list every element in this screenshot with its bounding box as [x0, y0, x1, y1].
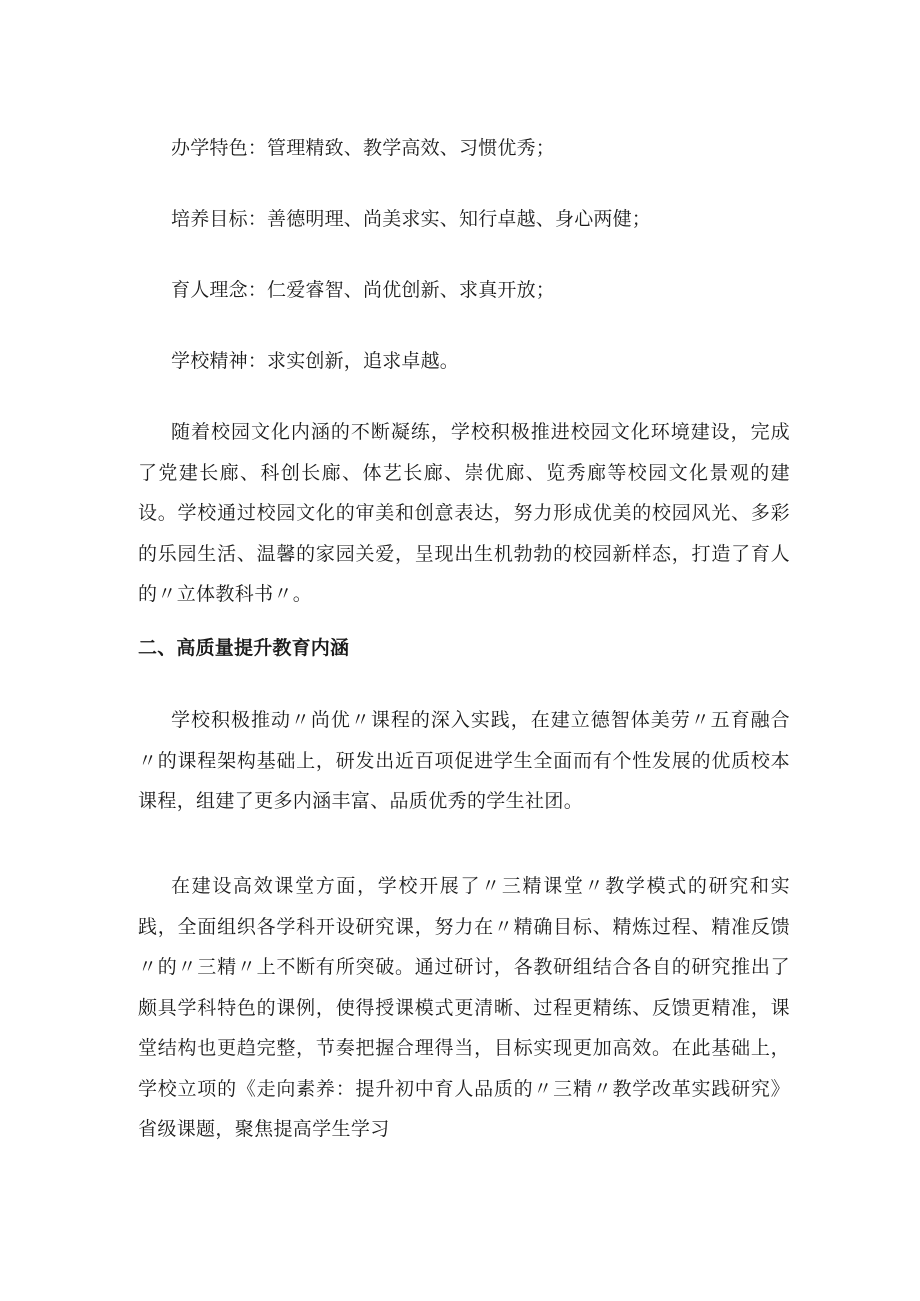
school-feature-line: 办学特色：管理精致、教学高效、习惯优秀；: [171, 137, 556, 159]
campus-culture-paragraph: 随着校园文化内涵的不断凝练，学校积极推进校园文化环境建设，完成了党建长廊、科创长廊、体艺长廊、崇优廊、览秀廊等校园文化景观的建设。学校通过校园文化的审美和创意表达，努力形成优美的校园风光、多彩的乐园生活、温馨的家园关爱，呈现出生机勃勃的校园新样态，打造了育人的〃立体教科书〃。: [138, 421, 790, 605]
school-spirit-line: 学校精神：求实创新，追求卓越。: [171, 350, 460, 372]
section-heading: 二、高质量提升教育内涵: [138, 637, 350, 659]
training-goal-line: 培养目标：善德明理、尚美求实、知行卓越、身心两健；: [171, 208, 652, 230]
education-philosophy-line: 育人理念：仁爱睿智、尚优创新、求真开放；: [171, 279, 556, 301]
classroom-paragraph: 在建设高效课堂方面，学校开展了〃三精课堂〃教学模式的研究和实践，全面组织各学科开设研究课，努力在〃精确目标、精炼过程、精准反馈〃的〃三精〃上不断有所突破。通过研讨，各教研组结合各自的研究推出了颇具学科特色的课例，使得授课模式更清晰、过程更精练、反馈更精准，课堂结构也更趋完整，节奏把握合理得当，目标实现更加高效。在此基础上，学校立项的《走向素养：提升初中育人品质的〃三精〃教学改革实践研究》省级课题，聚焦提高学生学习: [138, 875, 790, 1140]
curriculum-paragraph: 学校积极推动〃尚优〃课程的深入实践，在建立德智体美劳〃五育融合〃的课程架构基础上，研发出近百项促进学生全面而有个性发展的优质校本课程，组建了更多内涵丰富、品质优秀的学生社团。: [138, 709, 790, 812]
